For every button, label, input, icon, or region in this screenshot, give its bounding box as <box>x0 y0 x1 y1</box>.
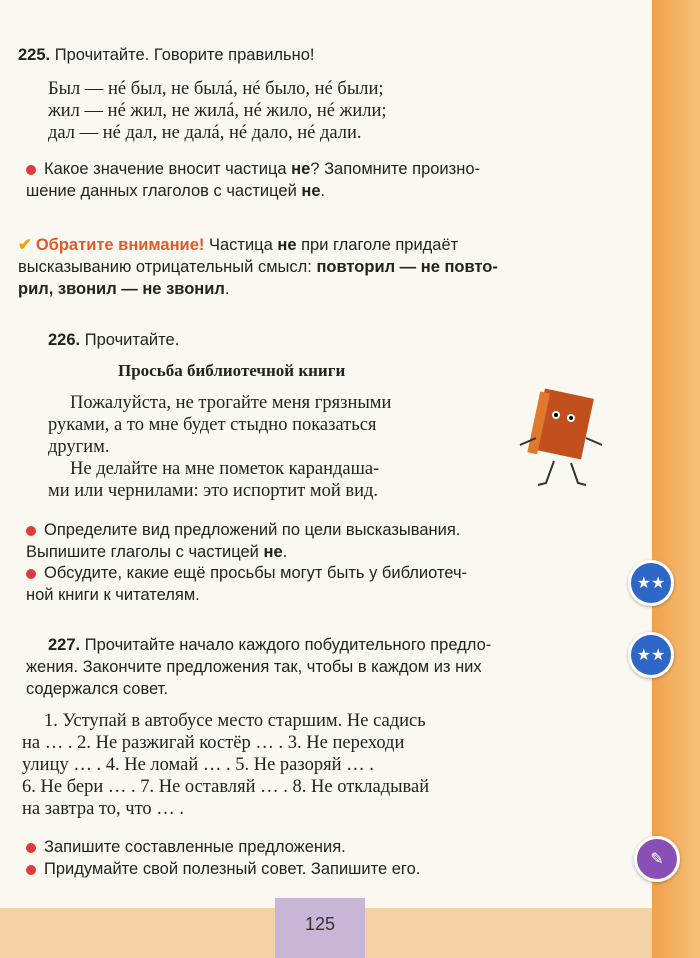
book-character-icon <box>516 383 606 493</box>
ex225-line: дал — нé дал, не далá, нé дало, нé дали. <box>48 123 362 143</box>
ex225-header <box>18 46 608 65</box>
star-icon[interactable]: ★★ <box>628 632 674 678</box>
attention-note: ✔ Обратите внимание! Частица не при глаголе придаёт высказыванию отрицательный смысл: повторил — не повто- рил, звонил — не звонил. <box>18 236 498 298</box>
bullet-icon <box>26 865 36 875</box>
bullet-icon <box>26 569 36 579</box>
note-heading: Обратите внимание! <box>35 236 205 254</box>
ex225-number: 225. <box>18 46 51 64</box>
ex226-task-1: Определите вид предложений по цели высказывания. Выпишите глаголы с частицей не. <box>26 521 461 561</box>
pen-icon[interactable]: ✎ <box>634 836 680 882</box>
ex226-paragraph-1: Пожалуйста, не трогайте меня грязными руками, а то мне будет стыдно показаться другим. <box>48 393 392 457</box>
bullet-icon <box>26 843 36 853</box>
ex225-lines <box>48 78 608 144</box>
ex225-line: Был — нé был, не былá, нé было, нé были; <box>48 79 384 99</box>
ex226-title: Просьба библиотечной книги <box>118 361 346 380</box>
ex226-number: 226. <box>48 331 81 349</box>
ex225-line: жил — нé жил, не жилá, нé жило, нé жили; <box>48 101 387 121</box>
ex227-number: 227. <box>48 636 81 654</box>
star-icon[interactable]: ★★ <box>628 560 674 606</box>
ex227-task-1: Запишите составленные предложения. <box>26 836 616 858</box>
ex225-question: Какое значение вносит частица не? Запомните произно- шение данных глаголов с частицей не. <box>26 160 480 200</box>
ex226-task-2: Обсудите, какие ещё просьбы могут быть у библиотеч- ной книги к читателям. <box>26 564 468 604</box>
bullet-icon <box>26 526 36 536</box>
bullet-icon <box>26 165 36 175</box>
page-number: 125 <box>275 898 365 958</box>
ex226-paragraph-2: Не делайте на мне пометок карандаша- ми или чернилами: это испортит мой вид. <box>48 459 380 501</box>
ex227-task-2: Придумайте свой полезный совет. Запишите его. <box>26 858 616 880</box>
page-edge-stripe <box>652 0 700 958</box>
ex226-header <box>48 331 638 350</box>
ex225-instruction: Прочитайте. Говорите правильно! <box>54 46 315 64</box>
ex226-instruction: Прочитайте. <box>84 331 180 349</box>
ex227-instruction: 227. Прочитайте начало каждого побудительного предло- жения. Закончите предложения так, чтобы в каждом из них содержался совет. <box>26 636 492 698</box>
ex227-items: 1. Уступай в автобусе место старшим. Не садись на … . 2. Не разжигай костёр … . 3. Не переходи улицу … . 4. Не ломай … . 5. Не разоряй … . 6. Не бери … . 7. Не оставляй … . 8. Не откладывай на завтра то, что … . <box>22 711 430 819</box>
check-icon: ✔ <box>18 236 32 254</box>
